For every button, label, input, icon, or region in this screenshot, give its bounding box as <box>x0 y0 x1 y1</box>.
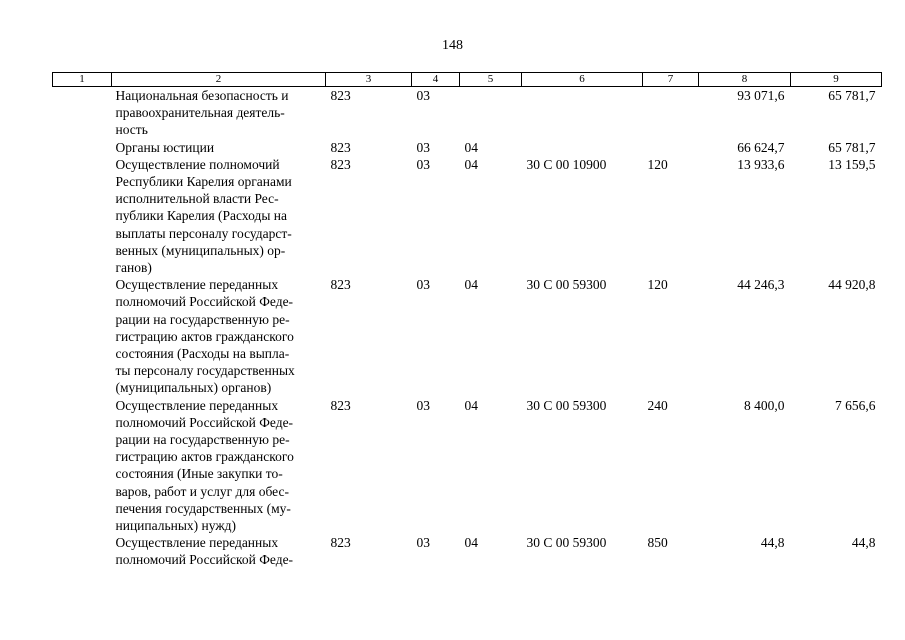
column-number-1: 1 <box>53 73 112 87</box>
cell-vr: 850 <box>647 535 668 551</box>
cell-name <box>112 534 326 568</box>
name-line: Осуществление полномочий <box>115 156 280 172</box>
cell-gr: 823 <box>330 88 351 103</box>
table-row <box>53 534 882 568</box>
name-line: венных (муниципальных) ор- <box>115 242 286 258</box>
cell-csr: 30 С 00 59300 <box>526 277 607 293</box>
name-line: варов, работ и услуг для обес- <box>115 483 289 499</box>
cell-rz: 03 <box>416 397 430 413</box>
cell-name <box>112 276 326 396</box>
name-line: ниципальных) нужд) <box>115 518 237 534</box>
cell-sum-2: 44,8 <box>851 535 876 551</box>
table-row <box>53 156 882 276</box>
cell-col-1 <box>53 397 112 535</box>
column-number-5: 5 <box>460 73 522 87</box>
table-body <box>53 87 882 569</box>
name-line: полномочий Российской Феде- <box>115 294 294 310</box>
name-line: Республики Карелия органами <box>115 174 292 190</box>
page-number: 148 <box>442 38 463 53</box>
cell-col-1 <box>53 139 112 156</box>
cell-pr: 04 <box>464 139 478 155</box>
cell-sum-1: 13 933,6 <box>737 156 785 172</box>
cell-col-1 <box>53 534 112 568</box>
column-number-9: 9 <box>791 73 882 87</box>
name-line: рации на государственную ре- <box>115 311 290 327</box>
cell-vr <box>643 87 699 139</box>
cell-col-1 <box>53 87 112 139</box>
cell-pr: 04 <box>464 397 478 413</box>
cell-csr <box>522 139 643 156</box>
column-number-8: 8 <box>699 73 791 87</box>
table-row <box>53 87 882 139</box>
cell-col-1 <box>53 156 112 276</box>
name-line: состояния (Расходы на выпла- <box>115 346 290 362</box>
cell-vr: 120 <box>647 156 668 172</box>
cell-gr: 823 <box>330 535 351 551</box>
column-number-3: 3 <box>326 73 412 87</box>
cell-pr <box>460 87 522 139</box>
cell-sum-1: 8 400,0 <box>744 397 785 413</box>
column-number-2: 2 <box>112 73 326 87</box>
table-row <box>53 276 882 396</box>
cell-sum-1: 44,8 <box>760 535 785 551</box>
cell-sum-1: 93 071,6 <box>737 88 785 103</box>
column-number-row <box>53 73 882 87</box>
cell-rz: 03 <box>416 277 430 293</box>
cell-sum-1: 44 246,3 <box>737 277 785 293</box>
cell-sum-2: 7 656,6 <box>835 397 876 413</box>
column-number-7: 7 <box>643 73 699 87</box>
cell-name <box>112 139 326 156</box>
cell-pr: 04 <box>464 277 478 293</box>
name-line: состояния (Иные закупки то- <box>115 466 283 482</box>
cell-vr <box>643 139 699 156</box>
name-line: полномочий Российской Феде- <box>115 552 294 568</box>
cell-name <box>112 87 326 139</box>
cell-name <box>112 156 326 276</box>
table-row <box>53 139 882 156</box>
cell-csr: 30 С 00 59300 <box>526 397 607 413</box>
name-line: правоохранительная деятель- <box>115 105 285 121</box>
cell-sum-2: 65 781,7 <box>828 88 876 103</box>
cell-rz: 03 <box>416 139 430 155</box>
cell-sum-2: 44 920,8 <box>828 277 876 293</box>
name-line: Осуществление переданных <box>115 535 279 551</box>
cell-vr: 120 <box>647 277 668 293</box>
cell-name <box>112 397 326 535</box>
name-line: ты персоналу государственных <box>115 363 295 379</box>
name-line: ганов) <box>115 260 152 276</box>
name-line: исполнительной власти Рес- <box>115 191 279 207</box>
cell-sum-2: 13 159,5 <box>828 156 876 172</box>
cell-sum-1: 66 624,7 <box>737 139 785 155</box>
column-number-4: 4 <box>412 73 460 87</box>
cell-rz: 03 <box>416 88 430 103</box>
name-line: гистрацию актов гражданского <box>115 449 294 465</box>
name-line: выплаты персоналу государст- <box>115 225 292 241</box>
cell-rz: 03 <box>416 535 430 551</box>
name-line: Осуществление переданных <box>115 397 279 413</box>
cell-gr: 823 <box>330 277 351 293</box>
cell-csr <box>522 87 643 139</box>
cell-col-1 <box>53 276 112 396</box>
cell-pr: 04 <box>464 156 478 172</box>
cell-pr: 04 <box>464 535 478 551</box>
column-number-6: 6 <box>522 73 643 87</box>
name-line: ность <box>115 122 148 138</box>
name-line: печения государственных (му- <box>115 500 291 516</box>
budget-table <box>52 72 882 569</box>
name-line: (муниципальных) органов) <box>115 380 272 396</box>
cell-gr: 823 <box>330 139 351 155</box>
name-line: рации на государственную ре- <box>115 432 290 448</box>
cell-rz: 03 <box>416 156 430 172</box>
cell-gr: 823 <box>330 397 351 413</box>
name-line: Осуществление переданных <box>115 277 279 293</box>
cell-csr: 30 С 00 59300 <box>526 535 607 551</box>
cell-sum-2: 65 781,7 <box>828 139 876 155</box>
name-line: полномочий Российской Феде- <box>115 414 294 430</box>
name-line: гистрацию актов гражданского <box>115 328 294 344</box>
cell-vr: 240 <box>647 397 668 413</box>
name-line: публики Карелия (Расходы на <box>115 208 287 224</box>
cell-csr: 30 С 00 10900 <box>526 156 607 172</box>
cell-gr: 823 <box>330 156 351 172</box>
name-line: Органы юстиции <box>115 139 215 155</box>
name-line: Национальная безопасность и <box>115 88 289 103</box>
table-row <box>53 397 882 535</box>
